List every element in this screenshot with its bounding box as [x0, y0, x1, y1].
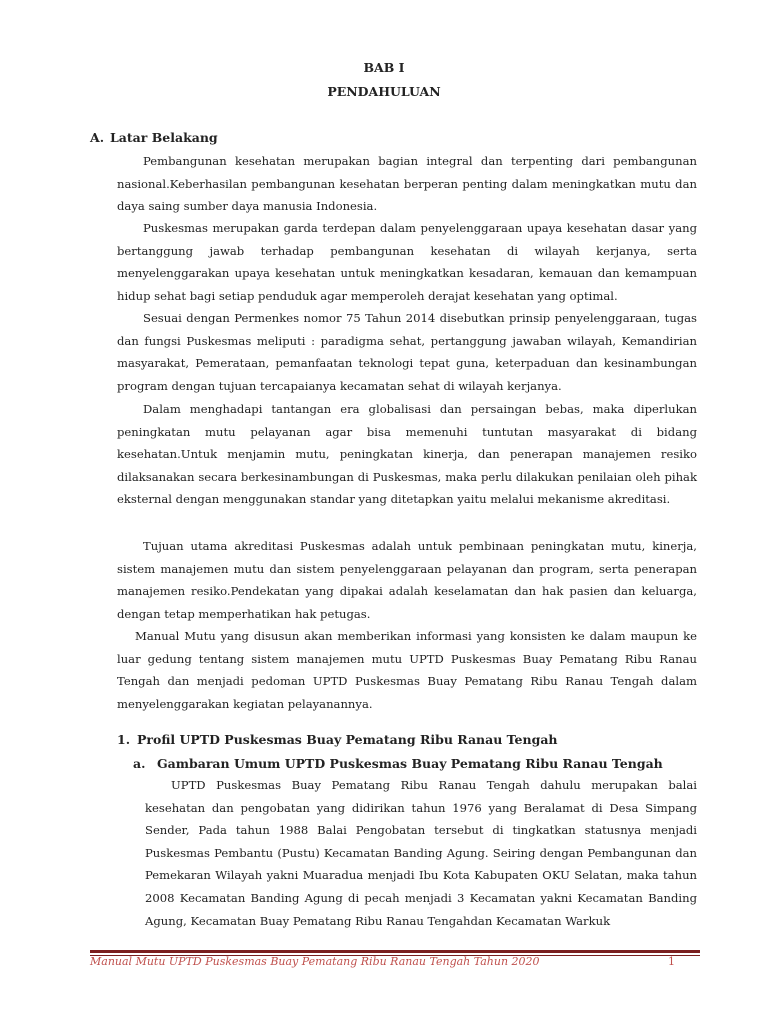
paragraph-globalisasi: Dalam menghadapi tantangan era globalisasi dan persaingan bebas, maka diperlukan peningkatan mutu pelayanan agar bisa memenuhi tuntutan masyarakat di bidang kesehatan.Untuk menjamin mutu, peningkatan kinerja, dan penerapan manajemen resiko dilaksanakan secara berkesinambungan di Puskesmas, maka perlu dilakukan penilaian oleh pihak eksternal dengan menggunakan standar yang ditetapkan yaitu melalui mekanisme akreditasi. — [117, 402, 697, 507]
paragraph-pembangunan: Pembangunan kesehatan merupakan bagian integral dan terpenting dari pembangunan nasional.Keberhasilan pembangunan kesehatan berperan penting dalam meningkatkan mutu dan daya saing sumber daya manusia Indonesia. — [117, 154, 697, 214]
subsection-marker: 1. — [117, 732, 131, 747]
paragraph-akreditasi: Tujuan utama akreditasi Puskesmas adalah untuk pembinaan peningkatan mutu, kinerja, sistem manajemen mutu dan sistem penyelenggaraan pelayanan dan program, serta penerapan manajemen resiko.Pendekatan yang dipakai adalah keselamatan dan hak pasien dan keluarga, dengan tetap memperhatikan hak petugas. — [117, 539, 697, 621]
subsection-heading-gambaran-umum — [133, 756, 663, 771]
paragraph-puskesmas: Puskesmas merupakan garda terdepan dalam penyelenggaraan upaya kesehatan dasar yang bertanggung jawab terhadap pembangunan kesehatan di wilayah kerjanya, serta menyelenggarakan upaya kesehatan untuk meningkatkan kesadaran, kemauan dan kemampuan hidup sehat bagi setiap penduduk agar memperoleh derajat kesehatan yang optimal. — [117, 221, 697, 303]
section-title: Latar Belakang — [110, 130, 218, 145]
subsection-marker: a. — [133, 756, 146, 771]
footer-document-title: Manual Mutu UPTD Puskesmas Buay Pematang Ribu Ranau Tengah Tahun 2020 — [90, 955, 540, 968]
section-heading-latar-belakang — [90, 130, 218, 145]
paragraph-permenkes: Sesuai dengan Permenkes nomor 75 Tahun 2014 disebutkan prinsip penyelenggaraan, tugas dan fungsi Puskesmas meliputi : paradigma sehat, pertanggung jawaban wilayah, Kemandirian masyarakat, Pemerataan, pemanfaatan teknologi tepat guna, keterpaduan dan kesinambungan program dengan tujuan tercapaianya kecamatan sehat di wilayah kerjanya. — [117, 311, 697, 393]
chapter-number: BAB I — [363, 60, 405, 75]
subsection-title: Profil UPTD Puskesmas Buay Pematang Ribu Ranau Tengah — [137, 732, 558, 747]
subsection-title: Gambaran Umum UPTD Puskesmas Buay Pematang Ribu Ranau Tengah — [157, 756, 663, 771]
section-marker: A. — [90, 130, 105, 145]
chapter-title: PENDAHULUAN — [327, 84, 441, 99]
subsection-heading-profil — [117, 732, 558, 747]
paragraph-manual-mutu: Manual Mutu yang disusun akan memberikan informasi yang konsisten ke dalam maupun ke luar gedung tentang sistem manajemen mutu UPTD Puskesmas Buay Pematang Ribu Ranau Tengah dan menjadi pedoman UPTD Puskesmas Buay Pematang Ribu Ranau Tengah dalam menyelenggarakan kegiatan pelayanannya. — [117, 629, 697, 711]
page-number: 1 — [668, 955, 675, 968]
paragraph-profil-uptd: UPTD Puskesmas Buay Pematang Ribu Ranau Tengah dahulu merupakan balai kesehatan dan pengobatan yang didirikan tahun 1976 yang Beralamat di Desa Simpang Sender, Pada tahun 1988 Balai Pengobatan tersebut di tingkatkan statusnya menjadi Puskesmas Pembantu (Pustu) Kecamatan Banding Agung. Seiring dengan Pembangunan dan Pemekaran Wilayah yakni Muaradua menjadi Ibu Kota Kabupaten OKU Selatan, maka tahun 2008 Kecamatan Banding Agung di pecah menjadi 3 Kecamatan yakni Kecamatan Banding Agung, Kecamatan Buay Pematang Ribu Ranau Tengahdan Kecamatan Warkuk — [145, 778, 697, 928]
footer-rule-thick — [90, 950, 700, 953]
